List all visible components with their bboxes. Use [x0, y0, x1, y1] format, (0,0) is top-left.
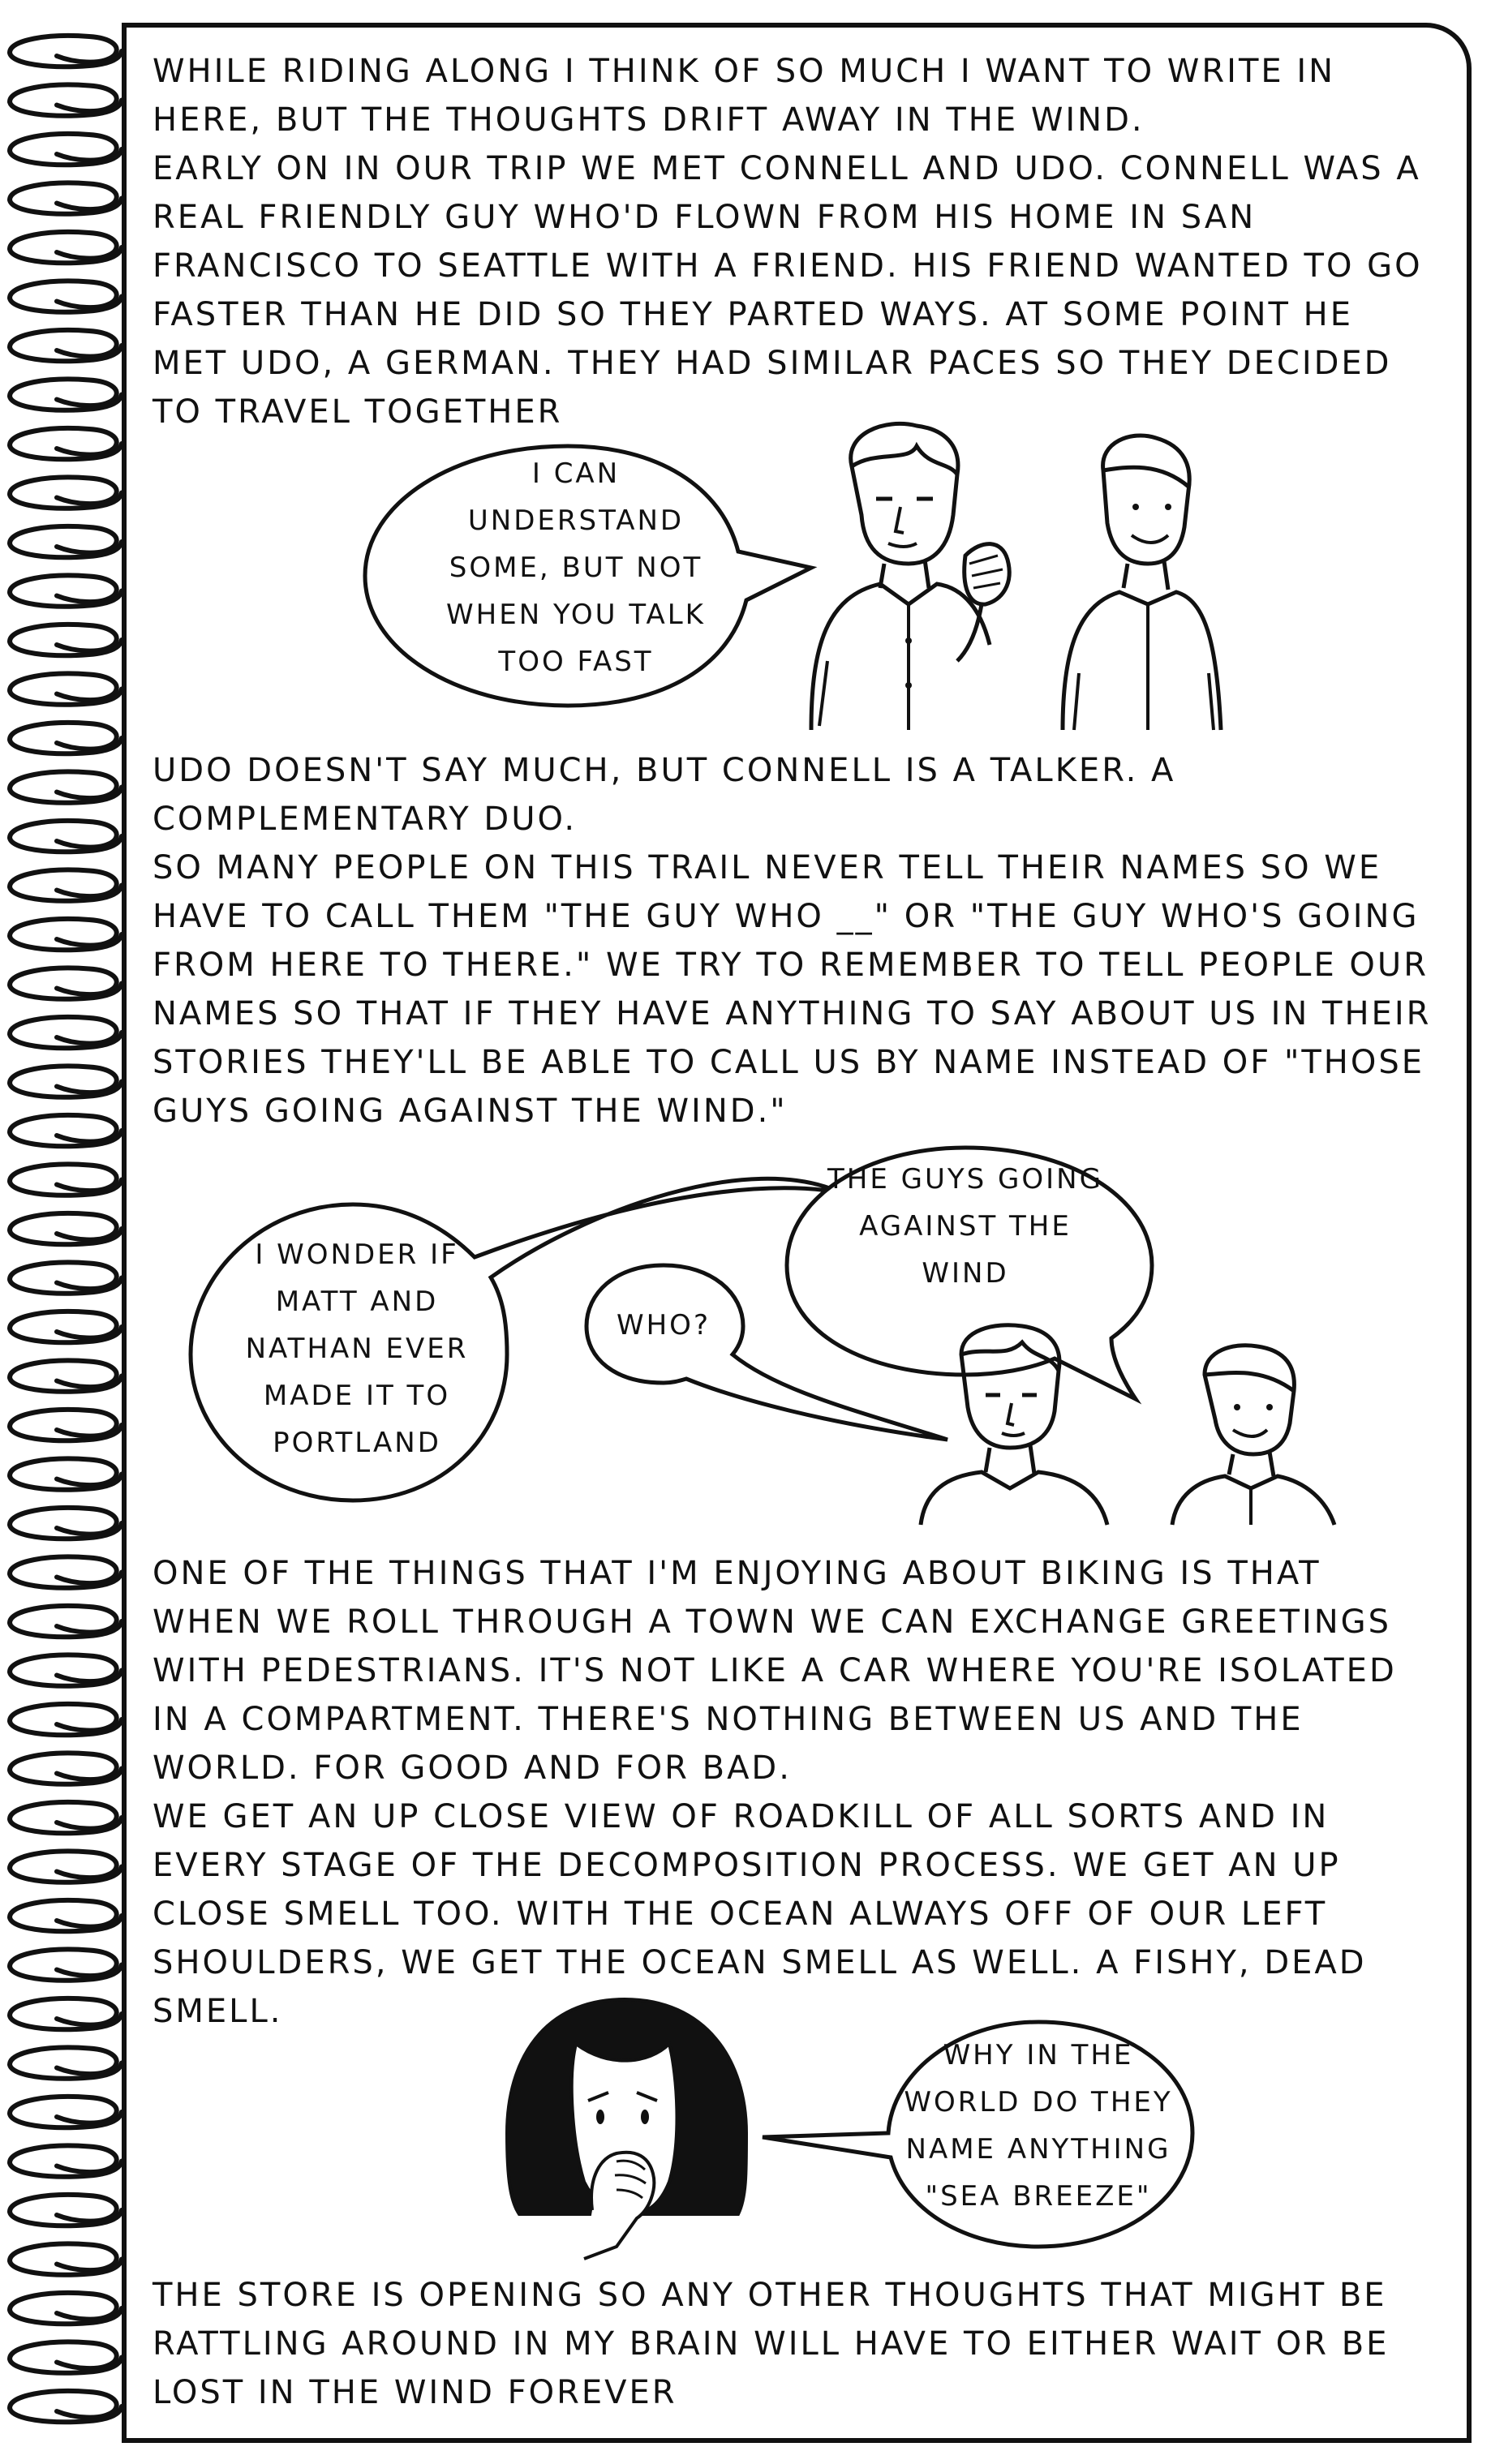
- spiral-coil: [10, 1410, 122, 1440]
- spiral-coil: [10, 919, 122, 950]
- spiral-binding: [0, 0, 130, 2464]
- spiral-coil: [10, 1998, 122, 2029]
- spiral-coil: [10, 379, 122, 410]
- journal-text-section-3: [153, 1549, 1434, 2036]
- speech-bubble-2-text: I WONDER IF MATT AND NATHAN EVER MADE IT TO PORTLAND: [245, 1238, 469, 1459]
- spiral-coil: [10, 968, 122, 998]
- spiral-coil: [10, 36, 122, 67]
- speech-bubble-5-text: WHY IN THE WORLD DO THEY NAME ANYTHING "SEA BREEZE": [904, 2039, 1173, 2213]
- spiral-coil: [10, 771, 122, 802]
- spiral-coil: [10, 1949, 122, 1980]
- journal-paragraph: WHILE RIDING ALONG I THINK OF SO MUCH I WANT TO WRITE IN HERE, BUT THE THOUGHTS DRIFT AWAY IN THE WIND.: [153, 53, 1336, 139]
- journal-text-section-1: [153, 47, 1434, 436]
- spiral-coil: [10, 1606, 122, 1637]
- spiral-coil: [10, 281, 122, 311]
- spiral-coil: [10, 182, 122, 213]
- spiral-coil: [10, 2047, 122, 2078]
- spiral-coil: [10, 1115, 122, 1146]
- udo-figure: [1055, 430, 1233, 730]
- connell-figure: [795, 418, 1022, 730]
- journal-text-section-2: [153, 746, 1434, 1135]
- spiral-coil: [10, 2195, 122, 2226]
- journal-paragraph: EARLY ON IN OUR TRIP WE MET CONNELL AND UDO. CONNELL WAS A REAL FRIENDLY GUY WHO'D FLOWN FROM HIS HOME IN SAN FRANCISCO TO SEATTLE WITH A FRIEND. HIS FRIEND WANTED TO GO FASTER THAN HE DID SO THEY PARTED WAYS. AT SOME POINT HE MET UDO, A GERMAN. THEY HAD SIMILAR PACES SO THEY DECIDED TO TRAVEL TOGETHER: [153, 150, 1423, 431]
- journal-text-section-4: [153, 2271, 1434, 2417]
- matt-figure: [917, 1322, 1119, 1525]
- spiral-coil: [10, 1508, 122, 1539]
- long-hair-figure: [495, 1995, 754, 2259]
- speech-bubble-4-text: THE GUYS GOING AGAINST THE WIND: [827, 1163, 1103, 1290]
- spiral-coil: [10, 1753, 122, 1784]
- journal-paragraph: ONE OF THE THINGS THAT I'M ENJOYING ABOUT BIKING IS THAT WHEN WE ROLL THROUGH A TOWN WE CAN EXCHANGE GREETINGS WITH PEDESTRIANS. IT'S NOT LIKE A CAR WHERE YOU'RE ISOLATED IN A COMPARTMENT. THERE'S NOTHING BETWEEN US AND THE WORLD. FOR GOOD AND FOR BAD.: [153, 1555, 1397, 1787]
- spiral-coil: [10, 2293, 122, 2324]
- spiral-coil: [10, 723, 122, 753]
- spiral-coil: [10, 1311, 122, 1342]
- spiral-coil: [10, 869, 122, 900]
- journal-paragraph: UDO DOESN'T SAY MUCH, BUT CONNELL IS A TALKER. A COMPLEMENTARY DUO.: [153, 752, 1176, 838]
- spiral-coil: [10, 1066, 122, 1097]
- spiral-coil: [10, 330, 122, 361]
- spiral-coil: [10, 2243, 122, 2274]
- spiral-coil: [10, 1017, 122, 1048]
- spiral-coil: [10, 821, 122, 852]
- spiral-coil: [10, 232, 122, 263]
- spiral-coil: [10, 1213, 122, 1244]
- spiral-coil: [10, 673, 122, 704]
- spiral-coil: [10, 2145, 122, 2176]
- journal-paragraph: WE GET AN UP CLOSE VIEW OF ROADKILL OF ALL SORTS AND IN EVERY STAGE OF THE DECOMPOSITION PROCESS. WE GET AN UP CLOSE SMELL TOO. WITH THE OCEAN ALWAYS OFF OF OUR LEFT SHOULDERS, WE GET THE OCEAN SMELL AS WELL. A FISHY, DEAD SMELL.: [153, 1798, 1367, 2030]
- nathan-figure: [1168, 1342, 1338, 1525]
- spiral-coil: [10, 477, 122, 508]
- spiral-coil: [10, 134, 122, 165]
- spiral-coil: [10, 428, 122, 459]
- spiral-coil: [10, 1802, 122, 1833]
- spiral-coil: [10, 1262, 122, 1293]
- spiral-coil: [10, 1704, 122, 1735]
- spiral-coil: [10, 1900, 122, 1931]
- spiral-coil: [10, 2391, 122, 2422]
- spiral-coil: [10, 1360, 122, 1391]
- spiral-coil: [10, 575, 122, 606]
- spiral-coil: [10, 1851, 122, 1882]
- journal-paragraph: SO MANY PEOPLE ON THIS TRAIL NEVER TELL THEIR NAMES SO WE HAVE TO CALL THEM "THE GUY WHO __" OR "THE GUY WHO'S GOING FROM HERE TO THERE." WE TRY TO REMEMBER TO TELL PEOPLE OUR NAMES SO THAT IF THEY HAVE ANYTHING TO SAY ABOUT US IN THEIR STORIES THEY'LL BE ABLE TO CALL US BY NAME INSTEAD OF "THOSE GUYS GOING AGAINST THE WIND.": [153, 849, 1432, 1130]
- spiral-coil: [10, 1556, 122, 1587]
- spiral-coil: [10, 1164, 122, 1195]
- spiral-coil: [10, 2097, 122, 2127]
- spiral-coil: [10, 84, 122, 115]
- speech-bubble-1-text: I CAN UNDERSTAND SOME, BUT NOT WHEN YOU TALK TOO FAST: [446, 457, 706, 678]
- spiral-coil: [10, 2342, 122, 2372]
- spiral-coil: [10, 526, 122, 557]
- spiral-coil: [10, 625, 122, 655]
- journal-paragraph: THE STORE IS OPENING SO ANY OTHER THOUGHTS THAT MIGHT BE RATTLING AROUND IN MY BRAIN WILL HAVE TO EITHER WAIT OR BE LOST IN THE WIND FOREVER: [153, 2277, 1390, 2411]
- speech-bubble-3-text: WHO?: [617, 1309, 711, 1341]
- spiral-coil: [10, 1458, 122, 1489]
- spiral-coil: [10, 1655, 122, 1685]
